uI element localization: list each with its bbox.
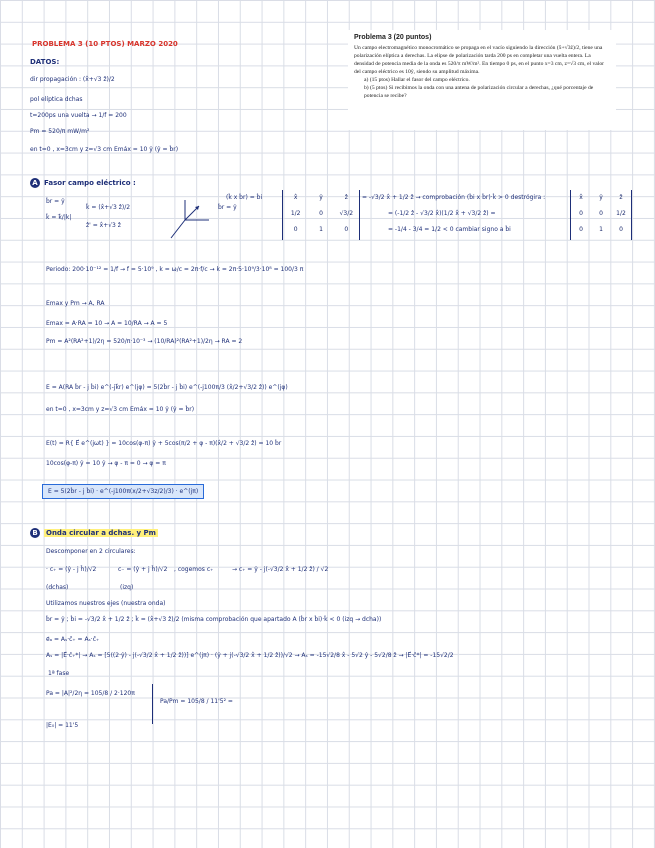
b-line-ratio: Pa/Pm = 105/8 / 11'5² = <box>160 698 233 705</box>
a-line-kvec: ẑ' = x̂+√3 ẑ <box>86 222 121 229</box>
matrix-cell: 1/2 <box>616 210 626 217</box>
b-line-cplus: · c₊ = (ŷ - j ĥ)/√2 <box>46 566 97 573</box>
a-line-dot: = (-1/2 ẑ - √3/2 x̂)(1/2 x̂ + √3/2 ẑ) = <box>388 210 496 217</box>
matrix-cell: √3/2 <box>339 210 354 217</box>
matrix-cell: ŷ <box>319 194 323 201</box>
matrix-row <box>283 222 359 238</box>
a-line-period: Periodo: 200·10⁻¹² = 1/f → f = 5·10⁹ , k = ω/c = 2π·f/c → k = 2π·5·10⁹/3·10⁸ = 100/3 π <box>46 266 304 273</box>
b-line-as: Aₛ = |E⃗·ĉ₊*| → Aₛ = [5((2·ŷ) - j(-√3/2 x̂ + 1/2 ẑ))] e^(jπ) · (ŷ + j(-√3/2 x̂ + 1/2 ẑ))/√2 → Aₛ = -15√2/8 x̂ - 5√2 ŷ - 5√2/8 ẑ → |E⃗·ĉ*| = -15√2/2 <box>46 652 454 659</box>
matrix-cell: 0 <box>579 210 583 217</box>
datos-label: DATOS: <box>30 58 60 66</box>
a-line-field: E = A(RA b̂r - j b̂i) e^(-jk⃗r) e^(jφ) = 5(2b̂r - j b̂i) e^(-j100π/3 (x̂/2+√3/2 ẑ)) e^(jφ) <box>46 384 288 391</box>
matrix-cell: 1 <box>319 226 323 233</box>
section-b-marker: B <box>30 528 40 538</box>
b-line-izq: (izq) <box>120 584 134 591</box>
determinant-2 <box>570 190 632 240</box>
dato-direction: dir propagación : (x̂+√3 ẑ)/2 <box>30 76 115 83</box>
b-line-pa: Pa = |A|²/2η = 105/8 / 2·120π <box>46 690 135 697</box>
a-line-br-2: b̂r = ŷ <box>218 204 237 211</box>
matrix-cell: 0 <box>344 226 349 233</box>
b-line-ea: e⃗ₐ = Aₛ·ĉ₊ = Aₛ·ĉ₊ <box>46 636 100 643</box>
a-line-initial: en t=0 , x=3cm y z=√3 cm Emáx = 10 ŷ (ŷ = b̂r) <box>46 406 195 413</box>
dato-period: t=200ps una vuelta → 1/f = 200 <box>30 112 127 119</box>
b-line-cogemos: , cogemos c₊ <box>174 566 214 573</box>
dato-initial-field: en t=0 , x=3cm y z=√3 cm Emáx = 10 ŷ (ŷ = b̂r) <box>30 146 179 153</box>
a-line-emax: Emax = A·RA = 10 → A = 10/RA → A = 5 <box>46 320 168 327</box>
matrix-row <box>571 222 631 238</box>
section-b-heading <box>30 528 158 538</box>
section-a-heading <box>30 178 136 188</box>
b-line-decompose: Descomponer en 2 circulares: <box>46 548 136 555</box>
a-line-cross: (k̂ x b̂r) = b̂i <box>226 194 263 201</box>
b-line-fase: 1ª fase <box>48 670 70 677</box>
a-line-pm: Pm = A²(RA²+1)/2η = 520/π·10⁻³ → (10/RA)²(RA²+1)/2η → RA = 2 <box>46 338 243 345</box>
matrix-cell: 0 <box>599 210 603 217</box>
section-a-title: Fasor campo eléctrico : <box>44 179 136 187</box>
problem-title: PROBLEMA 3 (10 PTOS) MARZO 2020 <box>32 40 178 48</box>
matrix-row <box>283 206 359 222</box>
printed-title: Problema 3 (20 puntos) <box>354 34 432 41</box>
printed-statement <box>348 30 616 130</box>
dato-polarization: pol elíptica dchas <box>30 96 83 103</box>
matrix-cell: 0 <box>319 210 323 217</box>
b-line-dchas: (dchas) <box>46 584 69 591</box>
printed-body: Un campo electromagnético monocromático se propaga en el vacío siguiendo la dirección (x̂+√3ẑ)/2, tiene una polarización elíptica a derechas. La elipse de polarización tarda 200 ps en completar una vuelta entera. La densidad de potencia media de la onda es 520/π mW/m². En tiempo 0 ps, en el punto x=3 cm, z=√3 cm, el valor del campo eléctrico es 10ŷ, siendo su amplitud máxima. <box>354 45 604 75</box>
determinant-1 <box>282 190 360 240</box>
matrix-cell: 0 <box>293 226 298 233</box>
a-line-bi: = -√3/2 x̂ + 1/2 ẑ → comprobación (b̂i x b̂r)·k̂ > 0 destrógira : <box>362 194 546 201</box>
b-line-basis: b̂r = ŷ ; b̂i = -√3/2 x̂ + 1/2 ẑ ; k̂ = (x̂+√3 ẑ)/2 (misma comprobación que apartado A (b̂r x b̂i)·k̂ < 0 (izq → dcha)) <box>46 616 382 623</box>
matrix-cell: x̂ <box>293 194 298 201</box>
matrix-row <box>571 190 631 206</box>
result-a-box: E = 5(2b̂r - j b̂i) · e^(-j100π(x/2+√3z/2)/3) · e^(jπ) <box>42 484 204 499</box>
section-a-marker: A <box>30 178 40 188</box>
a-line-sign: = -1/4 - 3/4 = 1/2 < 0 cambiar signo a b̂i <box>388 226 511 233</box>
matrix-row <box>571 206 631 222</box>
matrix-cell: x̂ <box>579 194 583 201</box>
b-line-cplus-expanded: → c₊ = ŷ - j(-√3/2 x̂ + 1/2 ẑ) / √2 <box>232 566 329 573</box>
b-line-axes: Utilizamos nuestros ejes (nuestra onda) <box>46 600 166 607</box>
printed-item-a: a) (15 ptos) Hallar el fasor del campo eléctrico. <box>364 77 470 83</box>
matrix-cell: 1 <box>599 226 603 233</box>
matrix-row <box>283 190 359 206</box>
dato-power: Pm = 520/π mW/m² <box>30 128 90 135</box>
matrix-cell: ẑ <box>619 194 623 201</box>
matrix-cell: 0 <box>579 226 583 233</box>
a-line-real: E(t) = R{ E⃗ e^(jωt) } = 10cos(φ-π) ŷ + 5cos(π/2 + φ - π)(x̂/2 + √3/2 ẑ) = 10 b̂r <box>46 440 282 447</box>
matrix-cell: ŷ <box>599 194 603 201</box>
a-line-khat: k̂ = (x̂+√3 ẑ)/2 <box>86 204 131 211</box>
a-line-emax-pm: Emax y Pm → A, RA <box>46 300 105 307</box>
a-line-phase: 10cos(φ-π) ŷ = 10 ŷ → φ - π = 0 → φ = π <box>46 460 166 467</box>
printed-item-b: b) (5 ptos) Si recibimos la onda con una antena de polarización circular a derechas, ¿qué porcentaje de potencia se recibe? <box>364 85 594 99</box>
b-line-cminus: c₋ = (ŷ + j ĥ)/√2 <box>118 566 168 573</box>
a-line-br: b̂r = ŷ <box>46 198 65 205</box>
matrix-cell: 0 <box>619 226 623 233</box>
a-line-khat-def: k̂ = k⃗/|k| <box>46 214 72 221</box>
axes-sketch <box>165 198 215 244</box>
matrix-cell: 1/2 <box>290 210 301 217</box>
section-b-title: Onda circular a dchas. y Pm <box>46 529 156 537</box>
b-line-e0: |E₀| = 11'5 <box>46 722 79 729</box>
matrix-cell: ẑ <box>344 194 348 201</box>
b-divider <box>152 684 153 724</box>
